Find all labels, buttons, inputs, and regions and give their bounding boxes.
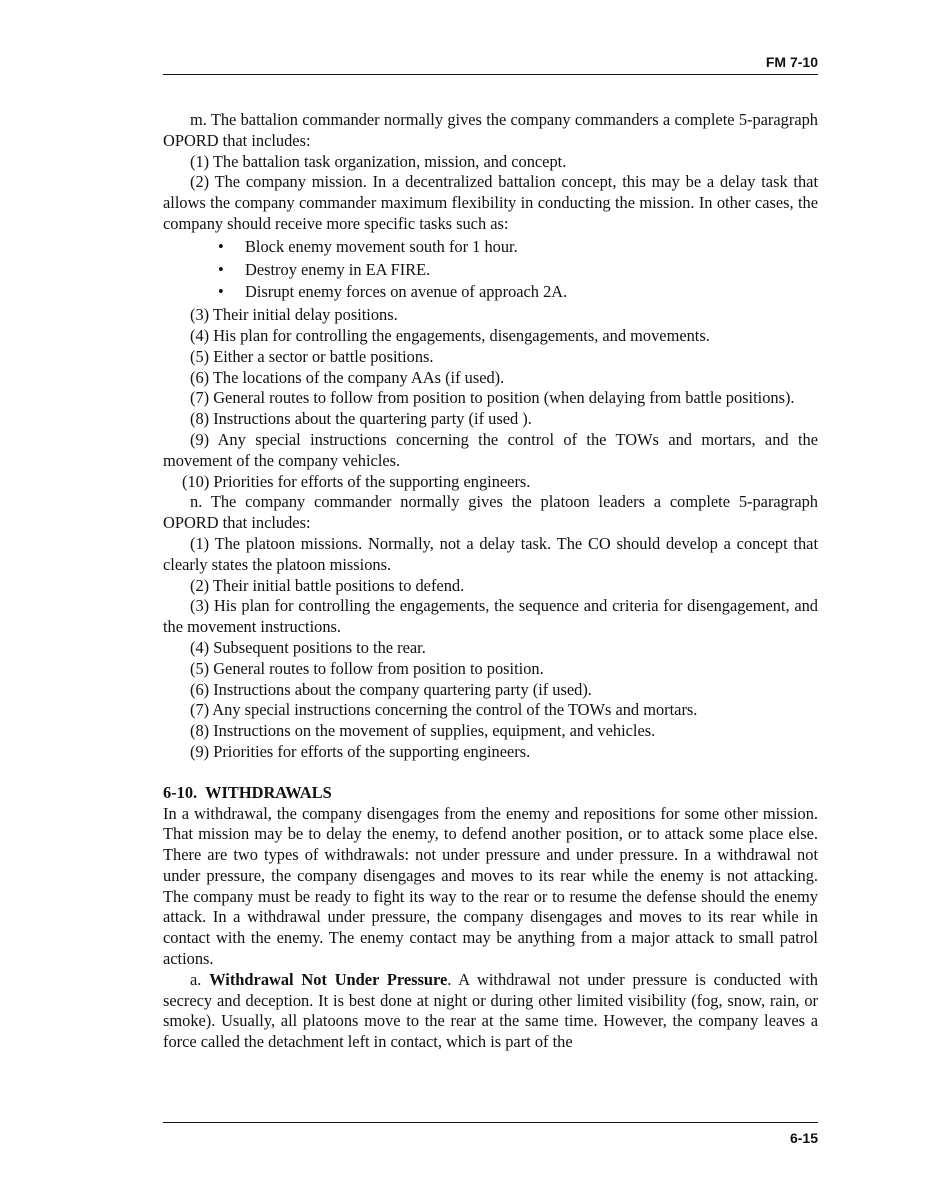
paragraph-a-label: a. <box>190 969 202 989</box>
paragraph-n-item-5: (5) General routes to follow from position to position. <box>190 658 544 678</box>
bullet-icon: • <box>218 259 224 279</box>
paragraph-m-item-7: (7) General routes to follow from position to position (when delaying from battle positions). <box>190 388 795 408</box>
bullet-item <box>163 282 818 303</box>
paragraph-m-item-5: (5) Either a sector or battle positions. <box>190 346 434 366</box>
document-header-label: FM 7-10 <box>765 54 818 70</box>
paragraph-n-item-2: (2) Their initial battle positions to defend. <box>190 575 465 595</box>
paragraph-m-item-9: (9) Any special instructions concerning the control of the TOWs and mortars, and the movement of the company vehicles. <box>163 429 818 470</box>
paragraph-m: m. The battalion commander normally gives the company commanders a complete 5-paragraph OPORD that includes: <box>163 110 818 150</box>
page-number: 6-15 <box>789 1130 818 1146</box>
paragraph-m-item-4: (4) His plan for controlling the engagements, disengagements, and movements. <box>190 325 710 345</box>
paragraph-n-item-3: (3) His plan for controlling the engagements, the sequence and criteria for disengagement, and the movement instructions. <box>163 596 818 637</box>
paragraph-n-item-9: (9) Priorities for efforts of the supporting engineers. <box>190 741 531 761</box>
bullet-item-text: Destroy enemy in EA FIRE. <box>245 259 431 279</box>
paragraph-n-item-1: (1) The platoon missions. Normally, not a delay task. The CO should develop a concept that clearly states the platoon missions. <box>163 533 818 574</box>
paragraph-m-item-8: (8) Instructions about the quartering party (if used ). <box>190 409 532 429</box>
paragraph-a-text: . A withdrawal not under pressure is conducted with secrecy and deception. It is best done at night or during other limited visibility (fog, snow, rain, or smoke). Usually, all platoons move to the rear at the same time. However, the company leaves a force called the detachment left in contact, which is part of the <box>163 969 818 1052</box>
footer-rule <box>163 1122 818 1123</box>
paragraph-n: n. The company commander normally gives the platoon leaders a complete 5-paragraph OPORD that includes: <box>163 492 818 533</box>
section-number: 6-10. <box>163 782 198 802</box>
bullet-icon: • <box>218 236 224 256</box>
paragraph-m-item-1: (1) The battalion task organization, mission, and concept. <box>190 151 567 171</box>
bullet-item-text: Block enemy movement south for 1 hour. <box>245 236 518 256</box>
paragraph-m-item-2: (2) The company mission. In a decentralized battalion concept, this may be a delay task that allows the company commander maximum flexibility in conducting the mission. In other cases, the company should receive more specific tasks such as: <box>163 172 818 233</box>
header-rule <box>163 74 818 75</box>
bullet-item <box>163 237 818 258</box>
section-intro-paragraph: In a withdrawal, the company disengages from the enemy and repositions for some other mission. That mission may be to delay the enemy, to defend another position, or to attack some place else. There are two types of withdrawals: not under pressure and under pressure. In a withdrawal not under pressure, the company disengages and moves to its rear while the enemy is not attacking. The company must be ready to fight its way to the rear or to resume the defense should the enemy attack. In a withdrawal under pressure, the company disengages and moves to its rear while in contact with the enemy. The enemy contact may be anything from a major attack to small patrol actions. <box>163 803 818 969</box>
bullet-item <box>163 260 818 281</box>
paragraph-m-item-6: (6) The locations of the company AAs (if used). <box>190 367 505 387</box>
paragraph-n-item-8: (8) Instructions on the movement of supplies, equipment, and vehicles. <box>190 721 656 741</box>
paragraph-n-item-4: (4) Subsequent positions to the rear. <box>190 637 426 657</box>
bullet-item-text: Disrupt enemy forces on avenue of approach 2A. <box>245 282 568 302</box>
paragraph-n-item-6: (6) Instructions about the company quartering party (if used). <box>190 679 592 699</box>
paragraph-a <box>163 970 818 1053</box>
page-content <box>163 110 818 1053</box>
section-title: WITHDRAWALS <box>205 782 332 802</box>
paragraph-a-heading: Withdrawal Not Under Pressure <box>209 969 448 989</box>
task-bullet-list <box>163 237 818 303</box>
section-heading <box>163 783 818 804</box>
paragraph-m-item-10: (10) Priorities for efforts of the supporting engineers. <box>182 471 531 491</box>
bullet-icon: • <box>218 282 224 302</box>
paragraph-n-item-7: (7) Any special instructions concerning the control of the TOWs and mortars. <box>190 700 698 720</box>
paragraph-m-item-3: (3) Their initial delay positions. <box>190 305 398 325</box>
